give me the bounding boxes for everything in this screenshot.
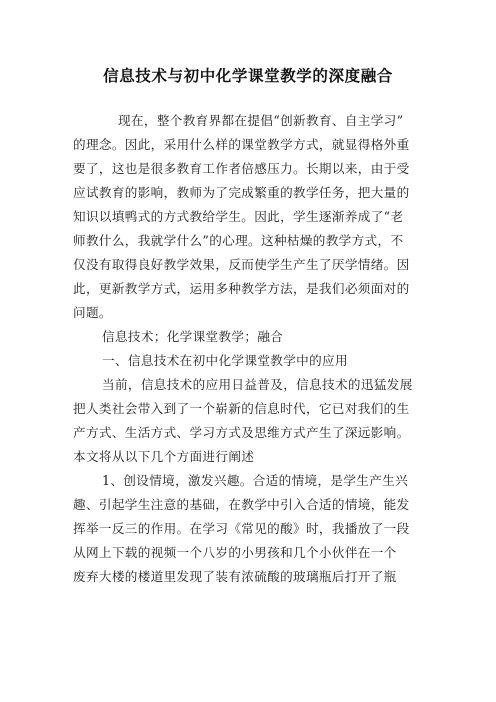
paragraph-line: 问题。 — [73, 305, 112, 320]
document-title: 信息技术与初中化学课堂教学的深度融合 — [103, 66, 393, 85]
paragraph-line: 当前，信息技术的应用日益普及，信息技术的迅猛发展 — [102, 377, 413, 392]
paragraph-line: 应试教育的影响，教师为了完成繁重的教学任务，把大量的 — [73, 185, 410, 200]
paragraph-line: 现在，整个教育界都在提倡“创新教育、自主学习” — [118, 113, 404, 128]
paragraph-line: 挥举一反三的作用。在学习《常见的酸》时，我播放了一段 — [73, 521, 410, 536]
paragraph-line: 要了，这也是很多教育工作者倍感压力。长期以来，由于受 — [73, 161, 410, 176]
paragraph-line: 此，更新教学方式，运用多种教学方法，是我们必须面对的 — [73, 281, 410, 296]
paragraph-line: 废弃大楼的楼道里发现了装有浓硫酸的玻璃瓶后打开了瓶 — [73, 569, 397, 584]
paragraph-line: 仅没有取得良好教学效果，反而使学生产生了厌学情绪。因 — [73, 257, 410, 272]
paragraph-line: 产方式、生活方式、学习方式及思维方式产生了深远影响。 — [73, 425, 410, 440]
paragraph-line: 从网上下载的视频一个八岁的小男孩和几个小伙伴在一个 — [73, 545, 397, 560]
paragraph-line: 的理念。因此，采用什么样的课堂教学方式，就显得格外重 — [73, 137, 410, 152]
paragraph-line: 把人类社会带入到了一个崭新的信息时代，它已对我们的生 — [73, 401, 410, 416]
paragraph-line: 知识以填鸭式的方式教给学生。因此，学生逐渐养成了“老 — [73, 209, 404, 224]
paragraph-line: 师教什么，我就学什么”的心理。这种枯燥的教学方式，不 — [73, 233, 404, 248]
keywords-line: 信息技术；化学课堂教学；融合 — [102, 329, 284, 344]
paragraph-line: 趣、引起学生注意的基础，在教学中引入合适的情境，能发 — [73, 497, 410, 512]
paragraph-line: 1、创设情境，激发兴趣。合适的情境，是学生产生兴 — [102, 473, 409, 488]
paragraph-line: 本文将从以下几个方面进行阐述 — [73, 449, 255, 464]
section-heading: 一、信息技术在初中化学课堂教学中的应用 — [102, 353, 348, 368]
